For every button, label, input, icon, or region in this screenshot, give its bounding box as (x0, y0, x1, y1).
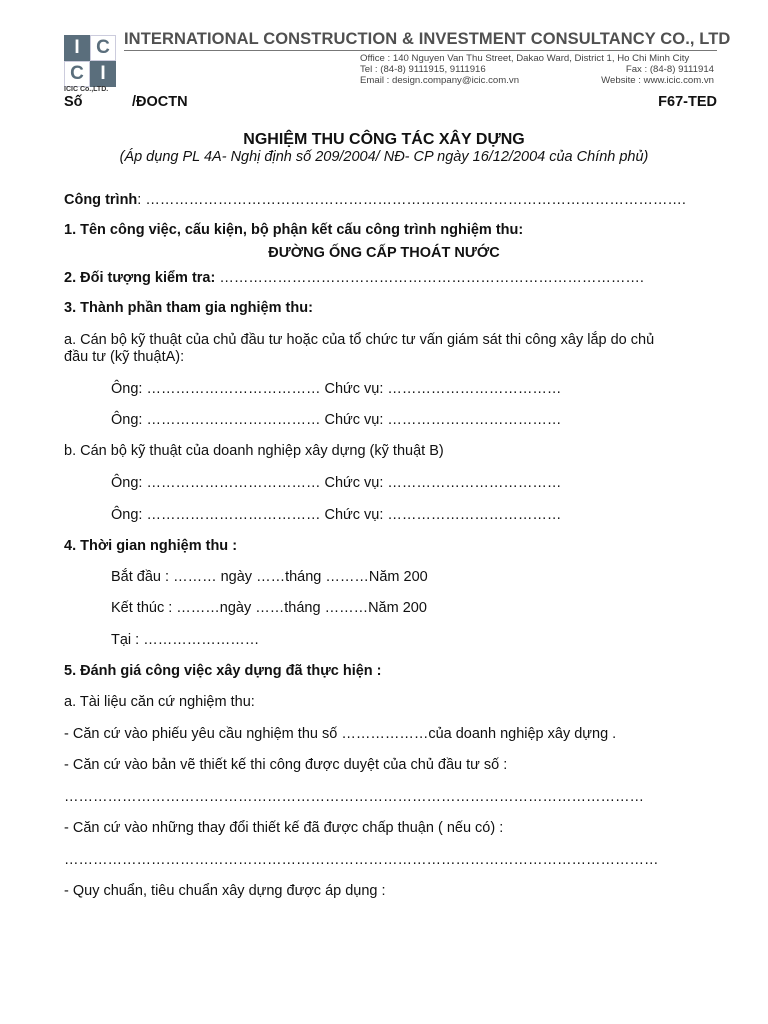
email: Email : design.company@icic.com.vn (360, 75, 520, 86)
item-3a-line-1: a. Cán bộ kỹ thuật của chủ đầu tư hoặc của tổ chức tư vấn giám sát thi công xây lắp do chủ (64, 332, 655, 348)
ong-line-a2: Ông: ……………………………… Chức vụ: ……………………………… (111, 412, 562, 428)
ong-line-b2: Ông: ……………………………… Chức vụ: ……………………………… (111, 507, 562, 523)
item-2-dots: ……………………………………………………………………………. (219, 270, 644, 286)
item-1-value: ĐƯỜNG ỐNG CẤP THOÁT NƯỚC (268, 245, 500, 261)
cong-trinh-label: Công trình (64, 192, 138, 208)
can-cu-3: - Căn cứ vào những thay đổi thiết kế đã được chấp thuận ( nếu có) : (64, 820, 504, 836)
telephone: Tel : (84-8) 9111915, 9111916 (360, 64, 486, 75)
ket-thuc-line: Kết thúc : ………ngày ……tháng ………Năm 200 (111, 600, 427, 616)
document-title: NGHIỆM THU CÔNG TÁC XÂY DỰNG (243, 131, 525, 148)
company-name: INTERNATIONAL CONSTRUCTION & INVESTMENT CONSULTANCY CO., LTD (124, 30, 731, 48)
bat-dau-line: Bắt đầu : ……… ngày ……tháng ………Năm 200 (111, 569, 428, 585)
item-4-title: 4. Thời gian nghiệm thu : (64, 538, 238, 554)
so-label: Số (64, 94, 83, 110)
item-3-title: 3. Thành phần tham gia nghiệm thu: (64, 300, 313, 316)
can-cu-1: - Căn cứ vào phiếu yêu cầu nghiệm thu số ………………của doanh nghiệp xây dựng . (64, 726, 617, 742)
item-2-line (64, 270, 644, 286)
can-cu-2: - Căn cứ vào bản vẽ thiết kế thi công được duyệt của chủ đầu tư số : (64, 757, 508, 773)
item-3a-line-2: đầu tư (kỹ thuậtA): (64, 349, 185, 365)
can-cu-4: - Quy chuẩn, tiêu chuẩn xây dựng được áp dụng : (64, 883, 386, 899)
website: Website : www.icic.com.vn (601, 75, 714, 86)
ong-line-a1: Ông: ……………………………… Chức vụ: ……………………………… (111, 381, 562, 397)
dots-line-2: …………………………………………………………………………………………………………… (64, 852, 659, 868)
document-subtitle: (Áp dụng PL 4A- Nghị định số 209/2004/ NĐ- CP ngày 16/12/2004 của Chính phủ) (119, 149, 649, 165)
logo-caption: ICIC Co.,LTD. (64, 86, 109, 93)
logo-cell-2: C (90, 35, 116, 61)
item-5a: a. Tài liệu căn cứ nghiệm thu: (64, 694, 255, 710)
so-suffix: /ĐOCTN (132, 94, 188, 110)
header-divider (124, 50, 717, 51)
cong-trinh-line (64, 192, 686, 208)
ong-line-b1: Ông: ……………………………… Chức vụ: ……………………………… (111, 475, 562, 491)
tai-line: Tại : …………………… (111, 632, 260, 648)
item-2-label: 2. Đối tượng kiểm tra: (64, 270, 216, 286)
item-1-title: 1. Tên công việc, cấu kiện, bộ phận kết cấu công trình nghiệm thu: (64, 222, 524, 238)
company-logo (64, 35, 116, 87)
item-5-title: 5. Đánh giá công việc xây dựng đã thực hiện : (64, 663, 382, 679)
logo-cell-3: C (64, 61, 90, 87)
dots-line-1: ………………………………………………………………………………………………………… (64, 789, 644, 805)
logo-cell-4: I (90, 61, 116, 87)
form-code: F67-TED (658, 94, 717, 110)
cong-trinh-dots: : …………………………………………………………………………………………………. (137, 192, 686, 208)
item-3b: b. Cán bộ kỹ thuật của doanh nghiệp xây dựng (kỹ thuật B) (64, 443, 444, 459)
office-address: Office : 140 Nguyen Van Thu Street, Dakao Ward, District 1, Ho Chi Minh City (360, 53, 690, 64)
fax: Fax : (84-8) 9111914 (625, 64, 714, 75)
logo-cell-1: I (64, 35, 90, 61)
